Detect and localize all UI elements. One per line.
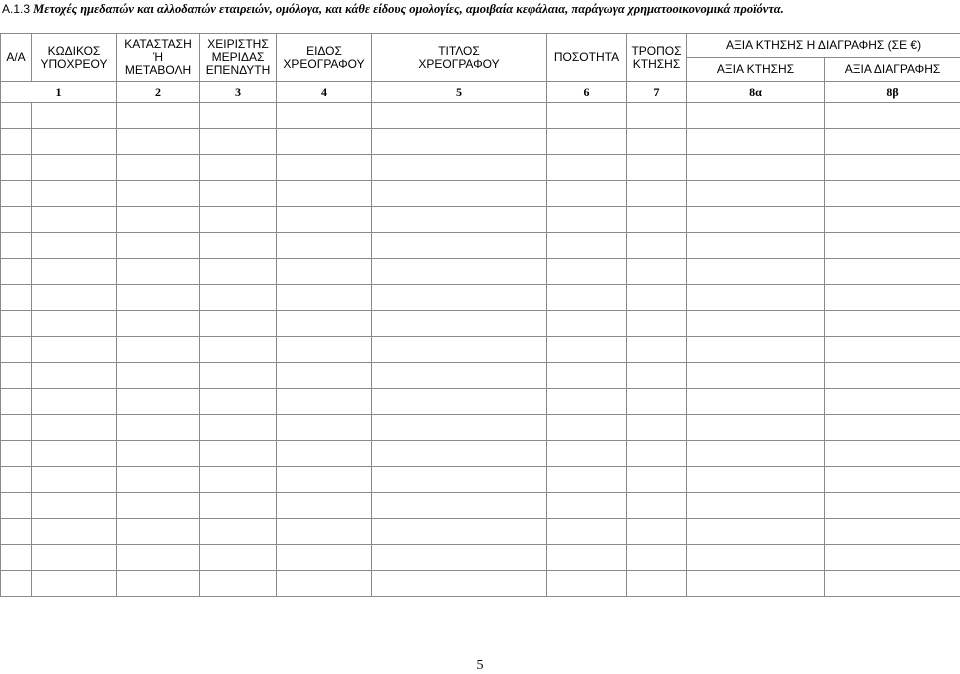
table-cell[interactable] (277, 415, 372, 441)
table-cell[interactable] (825, 103, 960, 129)
table-cell[interactable] (277, 571, 372, 597)
table-cell[interactable] (1, 155, 32, 181)
table-cell[interactable] (825, 545, 960, 571)
securities-table (0, 33, 960, 597)
table-cell[interactable] (200, 155, 277, 181)
table-cell[interactable] (117, 363, 200, 389)
table-cell[interactable] (32, 493, 117, 519)
table-cell[interactable] (200, 181, 277, 207)
table-cell[interactable] (1, 571, 32, 597)
table-cell[interactable] (627, 363, 687, 389)
table-cell[interactable] (547, 571, 627, 597)
table-cell[interactable] (32, 129, 117, 155)
table-cell[interactable] (372, 233, 547, 259)
table-row (1, 155, 960, 181)
table-cell[interactable] (627, 441, 687, 467)
table-cell[interactable] (277, 363, 372, 389)
table-cell[interactable] (627, 103, 687, 129)
table-cell[interactable] (277, 467, 372, 493)
table-row (1, 363, 960, 389)
table-cell[interactable] (200, 519, 277, 545)
table-cell[interactable] (627, 571, 687, 597)
table-cell[interactable] (277, 441, 372, 467)
table-cell[interactable] (1, 467, 32, 493)
table-cell[interactable] (32, 311, 117, 337)
table-cell[interactable] (547, 467, 627, 493)
table-cell[interactable] (200, 493, 277, 519)
table-cell[interactable] (200, 571, 277, 597)
table-cell[interactable] (1, 311, 32, 337)
table-cell[interactable] (825, 285, 960, 311)
table-cell[interactable] (687, 571, 825, 597)
table-cell[interactable] (32, 389, 117, 415)
table-cell[interactable] (372, 363, 547, 389)
table-cell[interactable] (32, 467, 117, 493)
table-cell[interactable] (627, 389, 687, 415)
table-cell[interactable] (825, 363, 960, 389)
table-cell[interactable] (687, 207, 825, 233)
table-cell[interactable] (117, 571, 200, 597)
header-aa: Α/Α (1, 34, 32, 82)
col-num-4: 4 (277, 82, 372, 103)
table-cell[interactable] (825, 311, 960, 337)
table-cell[interactable] (117, 207, 200, 233)
table-cell[interactable] (547, 259, 627, 285)
table-cell[interactable] (627, 415, 687, 441)
table-cell[interactable] (687, 337, 825, 363)
table-cell[interactable] (687, 259, 825, 285)
table-cell[interactable] (825, 259, 960, 285)
table-cell[interactable] (277, 129, 372, 155)
table-cell[interactable] (277, 155, 372, 181)
table-cell[interactable] (372, 415, 547, 441)
table-cell[interactable] (372, 259, 547, 285)
table-cell[interactable] (687, 311, 825, 337)
col-num-6: 6 (547, 82, 627, 103)
table-row (1, 415, 960, 441)
table-cell[interactable] (200, 363, 277, 389)
table-cell[interactable] (200, 285, 277, 311)
table-row (1, 259, 960, 285)
table-cell[interactable] (547, 311, 627, 337)
table-row (1, 441, 960, 467)
table-cell[interactable] (1, 519, 32, 545)
table-cell[interactable] (32, 545, 117, 571)
table-cell[interactable] (277, 493, 372, 519)
table-cell[interactable] (200, 233, 277, 259)
table-cell[interactable] (547, 337, 627, 363)
table-cell[interactable] (687, 519, 825, 545)
table-cell[interactable] (200, 129, 277, 155)
table-cell[interactable] (117, 155, 200, 181)
header-quantity: ΠΟΣΟΤΗΤΑ (547, 34, 627, 82)
table-cell[interactable] (117, 233, 200, 259)
table-cell[interactable] (547, 155, 627, 181)
table-cell[interactable] (687, 493, 825, 519)
table-cell[interactable] (627, 493, 687, 519)
table-cell[interactable] (687, 181, 825, 207)
col-num-3: 3 (200, 82, 277, 103)
table-cell[interactable] (372, 103, 547, 129)
table-cell[interactable] (32, 337, 117, 363)
table-cell[interactable] (627, 311, 687, 337)
table-row (1, 493, 960, 519)
table-cell[interactable] (372, 467, 547, 493)
table-cell[interactable] (372, 441, 547, 467)
table-cell[interactable] (372, 519, 547, 545)
table-cell[interactable] (627, 519, 687, 545)
table-cell[interactable] (117, 285, 200, 311)
table-cell[interactable] (117, 259, 200, 285)
section-title-text: Μετοχές ημεδαπών και αλλοδαπών εταιρειών, ομόλογα, και κάθε είδους ομολογίες, αμοιβαία κεφάλαια, παράγωγα χρηματοοικονομικά προϊόντα. (33, 2, 784, 16)
table-cell[interactable] (32, 441, 117, 467)
table-cell[interactable] (117, 103, 200, 129)
table-cell[interactable] (32, 259, 117, 285)
table-cell[interactable] (32, 207, 117, 233)
table-row (1, 389, 960, 415)
table-cell[interactable] (687, 129, 825, 155)
table-cell[interactable] (117, 441, 200, 467)
table-cell[interactable] (200, 467, 277, 493)
table-cell[interactable] (547, 545, 627, 571)
table-cell[interactable] (372, 207, 547, 233)
table-cell[interactable] (627, 129, 687, 155)
table-cell[interactable] (372, 571, 547, 597)
table-cell[interactable] (277, 545, 372, 571)
table-cell[interactable] (32, 103, 117, 129)
table-cell[interactable] (825, 207, 960, 233)
header-code: ΚΩΔΙΚΟΣ ΥΠΟΧΡΕΟΥ (32, 34, 117, 82)
table-cell[interactable] (277, 103, 372, 129)
table-cell[interactable] (627, 259, 687, 285)
table-cell[interactable] (825, 389, 960, 415)
table-cell[interactable] (32, 155, 117, 181)
table-cell[interactable] (117, 519, 200, 545)
table-cell[interactable] (277, 233, 372, 259)
table-cell[interactable] (627, 467, 687, 493)
table-row (1, 467, 960, 493)
table-cell[interactable] (1, 129, 32, 155)
table-cell[interactable] (117, 311, 200, 337)
table-cell[interactable] (627, 337, 687, 363)
table-cell[interactable] (687, 363, 825, 389)
table-cell[interactable] (372, 493, 547, 519)
table-cell[interactable] (32, 233, 117, 259)
table-cell[interactable] (1, 233, 32, 259)
table-cell[interactable] (547, 233, 627, 259)
col-num-8b: 8β (825, 82, 960, 103)
table-cell[interactable] (1, 181, 32, 207)
table-cell[interactable] (687, 233, 825, 259)
table-cell[interactable] (825, 441, 960, 467)
table-cell[interactable] (277, 259, 372, 285)
table-row (1, 311, 960, 337)
table-row (1, 337, 960, 363)
table-cell[interactable] (825, 233, 960, 259)
header-write-off-value: ΑΞΙΑ ΔΙΑΓΡΑΦΗΣ (825, 58, 960, 82)
table-cell[interactable] (372, 129, 547, 155)
table-cell[interactable] (200, 207, 277, 233)
header-acquisition-mode: ΤΡΟΠΟΣ ΚΤΗΣΗΣ (627, 34, 687, 82)
table-cell[interactable] (825, 467, 960, 493)
col-num-7: 7 (627, 82, 687, 103)
table-cell[interactable] (1, 103, 32, 129)
table-cell[interactable] (1, 545, 32, 571)
table-cell[interactable] (687, 155, 825, 181)
table-cell[interactable] (1, 493, 32, 519)
table-cell[interactable] (277, 181, 372, 207)
table-row (1, 207, 960, 233)
table-cell[interactable] (32, 285, 117, 311)
table-row (1, 571, 960, 597)
table-cell[interactable] (825, 181, 960, 207)
table-row (1, 129, 960, 155)
table-cell[interactable] (277, 311, 372, 337)
table-cell[interactable] (825, 337, 960, 363)
table-cell[interactable] (547, 389, 627, 415)
table-cell[interactable] (1, 389, 32, 415)
header-value-group: ΑΞΙΑ ΚΤΗΣΗΣ Η ΔΙΑΓΡΑΦΗΣ (ΣΕ €) (687, 34, 960, 58)
col-num-8a: 8α (687, 82, 825, 103)
table-cell[interactable] (200, 259, 277, 285)
table-cell[interactable] (687, 545, 825, 571)
table-cell[interactable] (32, 415, 117, 441)
table-cell[interactable] (687, 103, 825, 129)
page-number: 5 (0, 658, 960, 674)
table-cell[interactable] (277, 389, 372, 415)
table-cell[interactable] (627, 181, 687, 207)
table-cell[interactable] (117, 415, 200, 441)
header-status: ΚΑΤΑΣΤΑΣΗ Ή ΜΕΤΑΒΟΛΗ (117, 34, 200, 82)
table-cell[interactable] (627, 207, 687, 233)
table-cell[interactable] (825, 155, 960, 181)
table-row (1, 545, 960, 571)
table-row (1, 103, 960, 129)
table-cell[interactable] (200, 389, 277, 415)
table-cell[interactable] (372, 337, 547, 363)
table-cell[interactable] (547, 129, 627, 155)
table-cell[interactable] (277, 207, 372, 233)
table-row (1, 181, 960, 207)
table-cell[interactable] (117, 545, 200, 571)
table-cell[interactable] (277, 285, 372, 311)
table-cell[interactable] (547, 181, 627, 207)
table-cell[interactable] (627, 285, 687, 311)
col-num-1: 1 (1, 82, 117, 103)
header-security-title: ΤΙΤΛΟΣ ΧΡΕΟΓΡΑΦΟΥ (372, 34, 547, 82)
table-cell[interactable] (200, 441, 277, 467)
table-cell[interactable] (32, 571, 117, 597)
table-cell[interactable] (825, 519, 960, 545)
table-cell[interactable] (547, 493, 627, 519)
table-cell[interactable] (825, 129, 960, 155)
header-type: ΕΙΔΟΣ ΧΡΕΟΓΡΑΦΟΥ (277, 34, 372, 82)
table-cell[interactable] (1, 363, 32, 389)
table-cell[interactable] (687, 415, 825, 441)
table-cell[interactable] (200, 545, 277, 571)
table-cell[interactable] (547, 363, 627, 389)
table-cell[interactable] (32, 363, 117, 389)
table-body (1, 103, 960, 597)
table-cell[interactable] (372, 285, 547, 311)
table-cell[interactable] (547, 285, 627, 311)
table-row (1, 285, 960, 311)
table-cell[interactable] (277, 519, 372, 545)
table-cell[interactable] (117, 129, 200, 155)
table-cell[interactable] (687, 467, 825, 493)
table-cell[interactable] (32, 181, 117, 207)
section-number: Α.1.3 (2, 2, 30, 16)
table-cell[interactable] (200, 415, 277, 441)
table-cell[interactable] (547, 519, 627, 545)
table-cell[interactable] (117, 389, 200, 415)
section-title (2, 0, 958, 18)
table-cell[interactable] (1, 337, 32, 363)
table-cell[interactable] (547, 441, 627, 467)
table-cell[interactable] (825, 571, 960, 597)
table-cell[interactable] (547, 207, 627, 233)
col-num-5: 5 (372, 82, 547, 103)
table-cell[interactable] (117, 493, 200, 519)
table-cell[interactable] (1, 207, 32, 233)
table-cell[interactable] (687, 441, 825, 467)
table-cell[interactable] (372, 389, 547, 415)
table-cell[interactable] (627, 233, 687, 259)
table-cell[interactable] (32, 519, 117, 545)
table-cell[interactable] (627, 155, 687, 181)
table-cell[interactable] (547, 103, 627, 129)
table-cell[interactable] (277, 337, 372, 363)
table-cell[interactable] (372, 155, 547, 181)
table-cell[interactable] (200, 311, 277, 337)
header-manager: ΧΕΙΡΙΣΤΗΣ ΜΕΡΙΔΑΣ ΕΠΕΝΔΥΤΗ (200, 34, 277, 82)
table-cell[interactable] (1, 441, 32, 467)
table-cell[interactable] (687, 285, 825, 311)
header-acq-value: ΑΞΙΑ ΚΤΗΣΗΣ (687, 58, 825, 82)
table-cell[interactable] (117, 467, 200, 493)
table-cell[interactable] (372, 181, 547, 207)
col-num-2: 2 (117, 82, 200, 103)
table-cell[interactable] (200, 103, 277, 129)
table-cell[interactable] (825, 415, 960, 441)
table-cell[interactable] (372, 545, 547, 571)
table-cell[interactable] (1, 285, 32, 311)
table-cell[interactable] (825, 493, 960, 519)
table-row (1, 519, 960, 545)
table-cell[interactable] (687, 389, 825, 415)
table-cell[interactable] (1, 415, 32, 441)
column-number-row (1, 82, 960, 103)
table-cell[interactable] (627, 545, 687, 571)
table-row (1, 233, 960, 259)
table-cell[interactable] (372, 311, 547, 337)
table-cell[interactable] (117, 181, 200, 207)
table-cell[interactable] (117, 337, 200, 363)
table-cell[interactable] (200, 337, 277, 363)
table-cell[interactable] (1, 259, 32, 285)
table-cell[interactable] (547, 415, 627, 441)
